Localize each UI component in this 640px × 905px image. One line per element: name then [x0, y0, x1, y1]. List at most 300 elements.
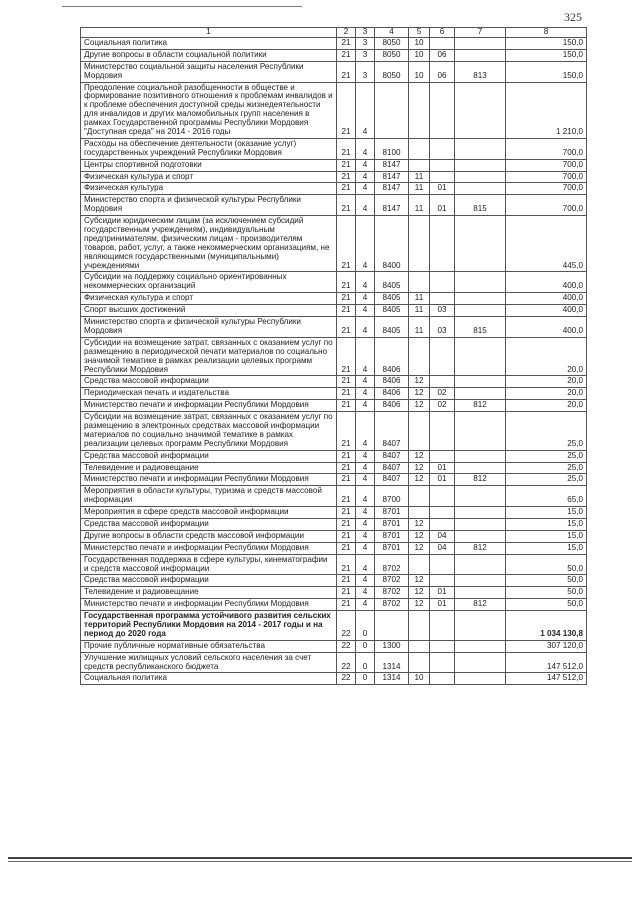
column-header: 4: [375, 28, 409, 38]
table-row: [81, 486, 587, 507]
row-code-6: [430, 138, 455, 159]
row-code-5: [409, 82, 430, 138]
row-name: Социальная политика: [81, 673, 337, 685]
row-amount: 700,0: [506, 171, 587, 183]
row-code-3: 4: [356, 450, 375, 462]
row-code-2: 21: [337, 530, 356, 542]
table-row: [81, 450, 587, 462]
table-row: [81, 305, 587, 317]
row-code-7: [455, 640, 506, 652]
row-amount: 15,0: [506, 507, 587, 519]
row-code-6: [430, 159, 455, 171]
row-code-4: 8406: [375, 400, 409, 412]
row-amount: 25,0: [506, 412, 587, 451]
row-code-4: 1300: [375, 640, 409, 652]
row-code-2: 21: [337, 474, 356, 486]
row-code-2: 21: [337, 587, 356, 599]
row-code-2: 21: [337, 61, 356, 82]
table-row: [81, 49, 587, 61]
row-code-7: [455, 518, 506, 530]
row-code-7: [455, 611, 506, 641]
row-code-2: 21: [337, 49, 356, 61]
row-code-5: [409, 138, 430, 159]
row-code-4: [375, 611, 409, 641]
row-code-4: 8406: [375, 337, 409, 376]
row-code-3: 4: [356, 195, 375, 216]
row-code-7: 815: [455, 317, 506, 338]
table-body: [81, 38, 587, 685]
row-code-6: [430, 450, 455, 462]
row-name: Физическая культура и спорт: [81, 171, 337, 183]
row-code-3: 3: [356, 49, 375, 61]
row-code-3: 4: [356, 337, 375, 376]
table-row: [81, 216, 587, 272]
row-name: Периодическая печать и издательства: [81, 388, 337, 400]
row-name: Спорт высших достижений: [81, 305, 337, 317]
row-code-7: [455, 49, 506, 61]
table-row: [81, 195, 587, 216]
row-code-7: [455, 159, 506, 171]
table-row: [81, 462, 587, 474]
row-code-5: 12: [409, 518, 430, 530]
row-code-2: 21: [337, 599, 356, 611]
row-code-3: 4: [356, 587, 375, 599]
row-code-6: [430, 82, 455, 138]
table-row: [81, 474, 587, 486]
row-code-6: [430, 216, 455, 272]
row-code-3: 4: [356, 400, 375, 412]
row-code-7: [455, 138, 506, 159]
row-code-3: 4: [356, 82, 375, 138]
row-name: Министерство спорта и физической культуры Республики Мордовия: [81, 317, 337, 338]
row-code-5: [409, 272, 430, 293]
row-code-4: 8100: [375, 138, 409, 159]
row-code-5: 11: [409, 171, 430, 183]
table-row: [81, 652, 587, 673]
row-code-2: 21: [337, 38, 356, 50]
bottom-rule-thin: [8, 861, 632, 862]
row-code-7: 812: [455, 400, 506, 412]
row-code-5: 10: [409, 673, 430, 685]
row-code-6: 06: [430, 61, 455, 82]
table-row: [81, 673, 587, 685]
column-header: 5: [409, 28, 430, 38]
row-code-5: 12: [409, 542, 430, 554]
row-code-4: 8407: [375, 450, 409, 462]
row-name: Министерство печати и информации Республики Мордовия: [81, 542, 337, 554]
row-code-5: [409, 507, 430, 519]
row-code-4: 8701: [375, 530, 409, 542]
row-code-2: 21: [337, 518, 356, 530]
table-row: [81, 82, 587, 138]
row-code-2: 21: [337, 305, 356, 317]
row-code-2: 21: [337, 337, 356, 376]
row-code-6: [430, 507, 455, 519]
column-header: 1: [81, 28, 337, 38]
table-row: [81, 38, 587, 50]
row-code-5: 12: [409, 376, 430, 388]
row-name: Преодоление социальной разобщенности в обществе и формирование позитивного отношения к проблемам инвалидов и к проблеме обеспечения доступной среды жизнедеятельности для инвалидов и других маломобильных групп населения в рамках Государственной программы Республики Мордовия "Доступная среда" на 2014 - 2016 годы: [81, 82, 337, 138]
row-code-2: 21: [337, 400, 356, 412]
table-row: [81, 159, 587, 171]
row-amount: 50,0: [506, 599, 587, 611]
row-code-5: [409, 640, 430, 652]
row-code-5: 12: [409, 462, 430, 474]
row-code-3: 4: [356, 542, 375, 554]
row-amount: 700,0: [506, 195, 587, 216]
row-code-5: 10: [409, 61, 430, 82]
table-row: [81, 138, 587, 159]
row-code-6: [430, 486, 455, 507]
row-code-3: 4: [356, 159, 375, 171]
row-code-4: [375, 82, 409, 138]
row-name: Телевидение и радиовещание: [81, 462, 337, 474]
row-code-6: 01: [430, 599, 455, 611]
row-code-7: [455, 554, 506, 575]
row-code-7: [455, 337, 506, 376]
row-code-6: 02: [430, 388, 455, 400]
row-code-4: 8147: [375, 159, 409, 171]
row-code-2: 21: [337, 376, 356, 388]
row-name: Средства массовой информации: [81, 518, 337, 530]
row-code-6: [430, 640, 455, 652]
row-code-2: 22: [337, 640, 356, 652]
row-code-3: 0: [356, 640, 375, 652]
row-code-6: [430, 652, 455, 673]
table-row: [81, 183, 587, 195]
row-code-5: [409, 216, 430, 272]
row-code-4: 8702: [375, 599, 409, 611]
row-name: Государственная поддержка в сфере культуры, кинематографии и средств массовой информации: [81, 554, 337, 575]
row-amount: 50,0: [506, 554, 587, 575]
row-name: Средства массовой информации: [81, 450, 337, 462]
row-code-2: 21: [337, 82, 356, 138]
row-code-3: 0: [356, 611, 375, 641]
row-code-2: 21: [337, 293, 356, 305]
row-code-4: 8147: [375, 195, 409, 216]
row-name: Средства массовой информации: [81, 575, 337, 587]
row-amount: 700,0: [506, 159, 587, 171]
row-amount: 65,0: [506, 486, 587, 507]
row-code-3: 4: [356, 530, 375, 542]
row-code-5: 12: [409, 587, 430, 599]
row-code-4: 8407: [375, 462, 409, 474]
table-row: [81, 507, 587, 519]
table-row: [81, 272, 587, 293]
row-code-2: 21: [337, 507, 356, 519]
row-name: Физическая культура: [81, 183, 337, 195]
row-code-6: 06: [430, 49, 455, 61]
row-amount: 307 120,0: [506, 640, 587, 652]
row-code-7: [455, 412, 506, 451]
table-row: [81, 388, 587, 400]
row-code-7: 812: [455, 474, 506, 486]
column-header: 2: [337, 28, 356, 38]
row-code-7: 813: [455, 61, 506, 82]
row-code-6: [430, 337, 455, 376]
row-name: Субсидии на возмещение затрат, связанных с оказанием услуг по размещению в электронных средствах массовой информации материалов по социально значимой тематике в рамках реализации целевых программ Республики Мордовия: [81, 412, 337, 451]
row-code-3: 4: [356, 554, 375, 575]
row-code-4: 1314: [375, 652, 409, 673]
row-code-6: [430, 611, 455, 641]
row-name: Физическая культура и спорт: [81, 293, 337, 305]
table-row: [81, 611, 587, 641]
row-amount: 20,0: [506, 388, 587, 400]
row-code-3: 4: [356, 138, 375, 159]
row-code-4: 8701: [375, 518, 409, 530]
row-code-5: 12: [409, 450, 430, 462]
row-code-3: 4: [356, 486, 375, 507]
row-code-6: 04: [430, 530, 455, 542]
row-code-4: 8702: [375, 575, 409, 587]
row-code-4: 8147: [375, 171, 409, 183]
row-code-4: 8405: [375, 305, 409, 317]
row-code-6: [430, 518, 455, 530]
row-code-3: 0: [356, 652, 375, 673]
row-amount: 15,0: [506, 542, 587, 554]
row-code-2: 21: [337, 171, 356, 183]
row-name: Социальная политика: [81, 38, 337, 50]
row-name: Прочие публичные нормативные обязательства: [81, 640, 337, 652]
row-name: Субсидии на поддержку социально ориентированных некоммерческих организаций: [81, 272, 337, 293]
row-amount: 20,0: [506, 376, 587, 388]
row-code-3: 4: [356, 272, 375, 293]
row-code-3: 4: [356, 474, 375, 486]
row-code-2: 21: [337, 450, 356, 462]
row-amount: 1 210,0: [506, 82, 587, 138]
row-code-3: 4: [356, 412, 375, 451]
row-code-7: 812: [455, 599, 506, 611]
column-header: 6: [430, 28, 455, 38]
row-amount: 20,0: [506, 337, 587, 376]
row-code-4: 8050: [375, 49, 409, 61]
bottom-rule: [8, 857, 632, 859]
row-code-6: [430, 171, 455, 183]
row-code-4: 8700: [375, 486, 409, 507]
table-row: [81, 376, 587, 388]
row-code-3: 4: [356, 183, 375, 195]
row-code-6: [430, 272, 455, 293]
row-code-6: [430, 412, 455, 451]
table-row: [81, 542, 587, 554]
table-row: [81, 317, 587, 338]
row-code-2: 21: [337, 542, 356, 554]
row-code-3: 4: [356, 388, 375, 400]
table-row: [81, 530, 587, 542]
column-header: 8: [506, 28, 587, 38]
table-row: [81, 575, 587, 587]
table-row: [81, 337, 587, 376]
row-code-5: 12: [409, 388, 430, 400]
row-amount: 25,0: [506, 474, 587, 486]
row-name: Министерство социальной защиты населения Республики Мордовия: [81, 61, 337, 82]
row-name: Министерство печати и информации Республики Мордовия: [81, 400, 337, 412]
row-name: Другие вопросы в области средств массовой информации: [81, 530, 337, 542]
row-code-4: 8405: [375, 317, 409, 338]
row-code-4: 8407: [375, 412, 409, 451]
table-row: [81, 412, 587, 451]
budget-table: [80, 27, 587, 685]
row-amount: 150,0: [506, 49, 587, 61]
row-code-4: 8050: [375, 61, 409, 82]
row-code-2: 22: [337, 652, 356, 673]
row-code-4: 8701: [375, 507, 409, 519]
row-amount: 25,0: [506, 462, 587, 474]
row-amount: 150,0: [506, 61, 587, 82]
row-code-2: 21: [337, 317, 356, 338]
row-code-6: [430, 575, 455, 587]
row-amount: 50,0: [506, 587, 587, 599]
row-code-7: [455, 652, 506, 673]
row-code-2: 21: [337, 486, 356, 507]
row-code-7: [455, 305, 506, 317]
row-code-4: 8147: [375, 183, 409, 195]
row-code-6: 02: [430, 400, 455, 412]
row-code-3: 3: [356, 38, 375, 50]
row-code-3: 4: [356, 575, 375, 587]
row-code-7: [455, 507, 506, 519]
row-code-7: [455, 462, 506, 474]
row-code-6: 03: [430, 317, 455, 338]
row-amount: 1 034 130,8: [506, 611, 587, 641]
row-code-7: [455, 293, 506, 305]
column-header: 3: [356, 28, 375, 38]
row-code-3: 4: [356, 376, 375, 388]
row-code-6: [430, 554, 455, 575]
row-code-2: 21: [337, 216, 356, 272]
row-amount: 147 512,0: [506, 652, 587, 673]
row-code-3: 4: [356, 216, 375, 272]
row-code-5: 11: [409, 195, 430, 216]
row-code-3: 0: [356, 673, 375, 685]
row-code-4: 8406: [375, 388, 409, 400]
row-code-7: [455, 530, 506, 542]
table-header-row: [81, 28, 587, 38]
row-name: Министерство спорта и физической культуры Республики Мордовия: [81, 195, 337, 216]
row-code-7: 812: [455, 542, 506, 554]
row-code-2: 22: [337, 673, 356, 685]
row-code-4: 8407: [375, 474, 409, 486]
row-code-7: [455, 376, 506, 388]
row-amount: 15,0: [506, 518, 587, 530]
row-code-7: [455, 575, 506, 587]
table-row: [81, 293, 587, 305]
row-code-7: 815: [455, 195, 506, 216]
row-code-5: [409, 159, 430, 171]
row-code-4: 8405: [375, 272, 409, 293]
row-code-6: 01: [430, 587, 455, 599]
table-row: [81, 518, 587, 530]
row-name: Мероприятия в сфере средств массовой информации: [81, 507, 337, 519]
row-code-6: 01: [430, 462, 455, 474]
row-amount: 400,0: [506, 293, 587, 305]
row-code-5: 11: [409, 305, 430, 317]
row-code-3: 4: [356, 518, 375, 530]
row-code-2: 21: [337, 195, 356, 216]
row-name: Министерство печати и информации Республики Мордовия: [81, 599, 337, 611]
row-name: Центры спортивной подготовки: [81, 159, 337, 171]
row-code-5: 11: [409, 293, 430, 305]
row-name: Мероприятия в области культуры, туризма и средств массовой информации: [81, 486, 337, 507]
row-name: Улучшение жилищных условий сельского населения за счет средств республиканского бюджета: [81, 652, 337, 673]
row-code-5: [409, 611, 430, 641]
row-amount: 147 512,0: [506, 673, 587, 685]
row-amount: 150,0: [506, 38, 587, 50]
row-code-3: 4: [356, 305, 375, 317]
row-code-5: [409, 554, 430, 575]
row-code-2: 21: [337, 138, 356, 159]
row-code-5: 11: [409, 317, 430, 338]
row-code-5: 10: [409, 49, 430, 61]
row-code-6: [430, 38, 455, 50]
row-code-3: 4: [356, 171, 375, 183]
row-amount: 400,0: [506, 272, 587, 293]
row-code-6: 04: [430, 542, 455, 554]
row-code-7: [455, 82, 506, 138]
table-row: [81, 554, 587, 575]
row-name: Субсидии на возмещение затрат, связанных с оказанием услуг по размещению в периодической печати материалов по социально значимой тематике в рамках реализации целевых программ Республики Мордовия: [81, 337, 337, 376]
row-code-3: 4: [356, 462, 375, 474]
row-code-7: [455, 216, 506, 272]
row-code-3: 4: [356, 293, 375, 305]
row-code-2: 21: [337, 272, 356, 293]
table-row: [81, 587, 587, 599]
row-code-7: [455, 272, 506, 293]
row-code-2: 21: [337, 575, 356, 587]
row-code-2: 21: [337, 462, 356, 474]
row-code-6: 01: [430, 195, 455, 216]
row-amount: 445,0: [506, 216, 587, 272]
row-code-2: 21: [337, 183, 356, 195]
row-code-7: [455, 587, 506, 599]
row-code-4: 8406: [375, 376, 409, 388]
row-name: Другие вопросы в области социальной политики: [81, 49, 337, 61]
row-name: Министерство печати и информации Республики Мордовия: [81, 474, 337, 486]
row-code-7: [455, 450, 506, 462]
row-code-7: [455, 183, 506, 195]
row-name: Государственная программа устойчивого развития сельских территорий Республики Мордовия на 2014 - 2017 годы и на период до 2020 года: [81, 611, 337, 641]
row-code-3: 4: [356, 317, 375, 338]
row-code-7: [455, 38, 506, 50]
row-code-5: 12: [409, 530, 430, 542]
row-amount: 15,0: [506, 530, 587, 542]
row-code-4: 1314: [375, 673, 409, 685]
row-code-6: 01: [430, 474, 455, 486]
row-code-5: [409, 412, 430, 451]
row-code-6: [430, 376, 455, 388]
row-code-2: 21: [337, 554, 356, 575]
row-code-6: [430, 293, 455, 305]
table-row: [81, 400, 587, 412]
row-code-5: 11: [409, 183, 430, 195]
row-code-5: [409, 652, 430, 673]
row-code-4: 8702: [375, 587, 409, 599]
row-code-5: 12: [409, 474, 430, 486]
row-code-7: [455, 673, 506, 685]
table-row: [81, 640, 587, 652]
row-code-2: 21: [337, 412, 356, 451]
row-code-5: [409, 486, 430, 507]
row-code-5: 12: [409, 400, 430, 412]
row-code-4: 8050: [375, 38, 409, 50]
table-row: [81, 599, 587, 611]
row-amount: 400,0: [506, 317, 587, 338]
row-amount: 50,0: [506, 575, 587, 587]
top-rule: [62, 6, 302, 7]
row-amount: 400,0: [506, 305, 587, 317]
row-name: Субсидии юридическим лицам (за исключением субсидий государственным учреждениям), индивидуальным предпринимателям, физическим лицам - производителям товаров, работ, услуг, а также некоммерческим организациям, не являющимся государственными (муниципальными) учреждениями: [81, 216, 337, 272]
row-code-5: [409, 337, 430, 376]
